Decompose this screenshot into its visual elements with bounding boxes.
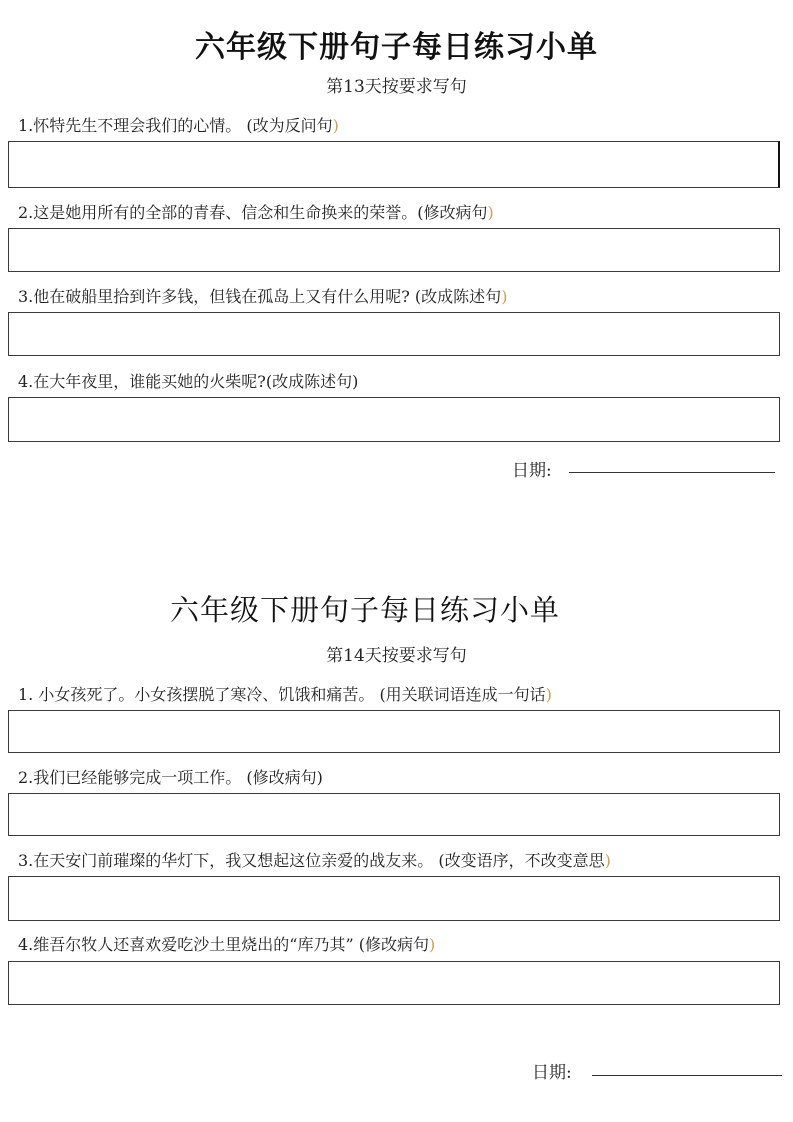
- sheet2-title: 六年级下册句子每日练习小单: [169, 593, 560, 627]
- sheet2-answer-box-1[interactable]: [8, 710, 780, 753]
- sheet2-question-2: 2.我们已经能够完成一项工作。 (修改病句): [18, 768, 323, 787]
- sheet1-question-3: 3.他在破船里拾到许多钱，但钱在孤岛上又有什么用呢? (改成陈述句): [18, 287, 508, 306]
- sheet1-answer-box-4[interactable]: [8, 397, 780, 442]
- sheet2-question-3: 3.在天安门前璀璨的华灯下，我又想起这位亲爱的战友来。 (改变语序，不改变意思): [18, 851, 611, 870]
- sheet1-answer-box-3[interactable]: [8, 312, 780, 356]
- sheet2-answer-box-3[interactable]: [8, 876, 780, 921]
- sheet2-answer-box-4[interactable]: [8, 961, 780, 1005]
- sheet2-date-label: 日期:: [532, 1063, 572, 1083]
- sheet1-question-2: 2.这是她用所有的全部的青春、信念和生命换来的荣誉。(修改病句): [18, 203, 494, 222]
- sheet1-question-4: 4.在大年夜里，谁能买她的火柴呢?(改成陈述句): [18, 372, 359, 391]
- sheet1-answer-box-2[interactable]: [8, 228, 780, 272]
- sheet2-subtitle: 第14天按要求写句: [326, 646, 467, 666]
- sheet1-date-line[interactable]: [569, 472, 775, 473]
- sheet2-question-4: 4.维吾尔牧人还喜欢爱吃沙土里烧出的“库乃其” (修改病句): [18, 935, 436, 954]
- sheet1-subtitle: 第13天按要求写句: [326, 77, 467, 97]
- sheet1-answer-box-1[interactable]: [8, 141, 780, 188]
- sheet2-question-1: 1. 小女孩死了。小女孩摆脱了寒冷、饥饿和痛苦。 (用关联词语连成一句话): [18, 685, 552, 704]
- sheet1-title: 六年级下册句子每日练习小单: [195, 30, 598, 65]
- sheet1-question-1: 1.怀特先生不理会我们的心情。 (改为反问句): [18, 116, 339, 135]
- sheet1-date-label: 日期:: [512, 461, 552, 481]
- sheet2-date-line[interactable]: [592, 1075, 782, 1076]
- sheet2-answer-box-2[interactable]: [8, 793, 780, 836]
